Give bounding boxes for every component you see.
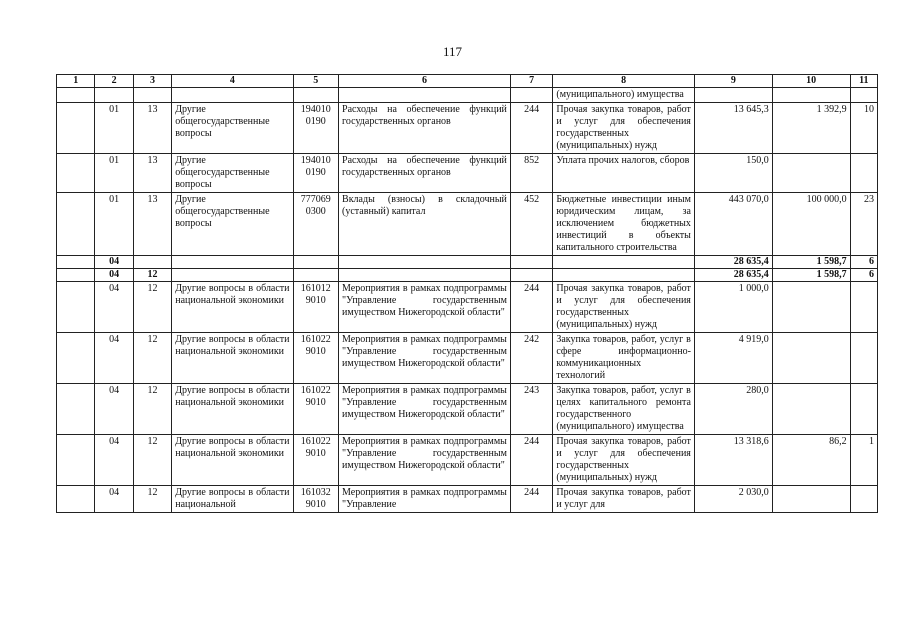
table-cell-col-7 (510, 88, 552, 103)
table-cell-col-6: Мероприятия в рамках подпрограммы "Управление государственным имуществом Нижегородской области" (339, 282, 511, 333)
col-header: 3 (133, 75, 171, 88)
table-row (57, 193, 878, 256)
table-cell-col-7: 242 (510, 333, 552, 384)
table-cell-col-11 (850, 282, 877, 333)
table-cell-col-11 (850, 88, 877, 103)
table-cell-col-1 (57, 88, 95, 103)
table-row (57, 282, 878, 333)
table-cell-col-4: Другие вопросы в области национальной (172, 486, 293, 513)
table-cell-col-10: 1 392,9 (772, 103, 850, 154)
table-row (57, 384, 878, 435)
table-cell-col-5: 161032 9010 (293, 486, 338, 513)
table-cell-col-5: 194010 0190 (293, 103, 338, 154)
table-cell-col-2: 04 (95, 256, 133, 269)
table-cell-col-11: 10 (850, 103, 877, 154)
table-cell-col-1 (57, 269, 95, 282)
table-cell-col-10 (772, 88, 850, 103)
table-cell-col-3: 13 (133, 103, 171, 154)
table-cell-col-2: 04 (95, 269, 133, 282)
table-cell-col-1 (57, 103, 95, 154)
table-cell-col-10 (772, 333, 850, 384)
table-cell-col-3: 12 (133, 269, 171, 282)
col-header: 4 (172, 75, 293, 88)
table-cell-col-10 (772, 384, 850, 435)
table-cell-col-9: 280,0 (694, 384, 772, 435)
table-cell-col-6 (339, 269, 511, 282)
table-cell-col-11 (850, 384, 877, 435)
col-header: 1 (57, 75, 95, 88)
table-cell-col-1 (57, 435, 95, 486)
table-cell-col-8: Прочая закупка товаров, работ и услуг для обеспечения государственных (муниципальных) нужд (553, 103, 695, 154)
table-cell-col-2: 04 (95, 486, 133, 513)
table-cell-col-6: Мероприятия в рамках подпрограммы "Управление (339, 486, 511, 513)
table-cell-col-2: 01 (95, 193, 133, 256)
table-cell-col-2: 04 (95, 384, 133, 435)
table-cell-col-11: 23 (850, 193, 877, 256)
table-cell-col-8: Прочая закупка товаров, работ и услуг для обеспечения государственных (муниципальных) нужд (553, 282, 695, 333)
table-cell-col-1 (57, 282, 95, 333)
table-cell-col-6 (339, 256, 511, 269)
table-cell-col-9: 13 318,6 (694, 435, 772, 486)
table-cell-col-3: 13 (133, 193, 171, 256)
table-cell-col-7 (510, 269, 552, 282)
col-header: 2 (95, 75, 133, 88)
table-cell-col-5: 194010 0190 (293, 154, 338, 193)
table-cell-col-4: Другие общегосударственные вопросы (172, 103, 293, 154)
table-cell-col-6: Мероприятия в рамках подпрограммы "Управление государственным имуществом Нижегородской области" (339, 435, 511, 486)
table-cell-col-1 (57, 154, 95, 193)
table-cell-col-9: 443 070,0 (694, 193, 772, 256)
table-cell-col-4: Другие общегосударственные вопросы (172, 193, 293, 256)
table-cell-col-4: Другие общегосударственные вопросы (172, 154, 293, 193)
table-cell-col-1 (57, 486, 95, 513)
table-cell-col-5: 161022 9010 (293, 333, 338, 384)
table-cell-col-7: 243 (510, 384, 552, 435)
table-cell-col-10 (772, 282, 850, 333)
table-cell-col-10 (772, 154, 850, 193)
table-cell-col-4 (172, 88, 293, 103)
page-number: 117 (442, 44, 463, 59)
table-cell-col-9: 1 000,0 (694, 282, 772, 333)
table-row (57, 435, 878, 486)
table-cell-col-1 (57, 333, 95, 384)
table-cell-col-4: Другие вопросы в области национальной экономики (172, 435, 293, 486)
budget-table (56, 74, 878, 513)
col-header: 7 (510, 75, 552, 88)
table-cell-col-10 (772, 486, 850, 513)
table-cell-col-9: 2 030,0 (694, 486, 772, 513)
table-cell-col-6: Расходы на обеспечение функций государственных органов (339, 154, 511, 193)
table-cell-col-3: 12 (133, 486, 171, 513)
table-cell-col-8: Закупка товаров, работ, услуг в сфере информационно-коммуникационных технологий (553, 333, 695, 384)
table-cell-col-7: 244 (510, 103, 552, 154)
table-cell-col-7: 452 (510, 193, 552, 256)
subtotal-row (57, 256, 878, 269)
table-cell-col-7: 244 (510, 486, 552, 513)
table-cell-col-8: Прочая закупка товаров, работ и услуг для обеспечения государственных (муниципальных) нужд (553, 435, 695, 486)
table-cell-col-8 (553, 269, 695, 282)
table-cell-col-1 (57, 384, 95, 435)
table-cell-col-2: 04 (95, 333, 133, 384)
table-cell-col-3 (133, 256, 171, 269)
table-cell-col-10: 1 598,7 (772, 269, 850, 282)
table-cell-col-6: Мероприятия в рамках подпрограммы "Управление государственным имуществом Нижегородской области" (339, 333, 511, 384)
table-cell-col-11: 1 (850, 435, 877, 486)
table-cell-col-7: 244 (510, 435, 552, 486)
table-cell-col-3: 12 (133, 282, 171, 333)
table-cell-col-3: 12 (133, 435, 171, 486)
table-cell-col-2: 01 (95, 103, 133, 154)
table-cell-col-8 (553, 256, 695, 269)
table-cell-col-1 (57, 256, 95, 269)
table-cell-col-9 (694, 88, 772, 103)
table-row (57, 103, 878, 154)
table-cell-col-4 (172, 256, 293, 269)
table-row (57, 154, 878, 193)
table-cell-col-9: 28 635,4 (694, 269, 772, 282)
table-cell-col-3 (133, 88, 171, 103)
table-cell-col-10: 1 598,7 (772, 256, 850, 269)
table-cell-col-9: 28 635,4 (694, 256, 772, 269)
header-row (57, 75, 878, 88)
table-cell-col-8: Уплата прочих налогов, сборов (553, 154, 695, 193)
table-row (57, 333, 878, 384)
table-cell-col-8: Закупка товаров, работ, услуг в целях капитального ремонта государственного (муниципального) имущества (553, 384, 695, 435)
table-cell-col-5: 161022 9010 (293, 384, 338, 435)
col-header: 10 (772, 75, 850, 88)
table-cell-col-5: 161022 9010 (293, 435, 338, 486)
table-cell-col-3: 12 (133, 384, 171, 435)
table-cell-col-11 (850, 154, 877, 193)
table-cell-col-5: 777069 0300 (293, 193, 338, 256)
table-cell-col-7 (510, 256, 552, 269)
table-cell-col-3: 12 (133, 333, 171, 384)
table-cell-col-4 (172, 269, 293, 282)
table-cell-col-5 (293, 88, 338, 103)
table-cell-col-2 (95, 88, 133, 103)
table-cell-col-5: 161012 9010 (293, 282, 338, 333)
table-cell-col-5 (293, 256, 338, 269)
col-header: 6 (339, 75, 511, 88)
table-cell-col-2: 01 (95, 154, 133, 193)
table-cell-col-8: (муниципального) имущества (553, 88, 695, 103)
col-header: 11 (850, 75, 877, 88)
table-cell-col-9: 150,0 (694, 154, 772, 193)
table-cell-col-7: 244 (510, 282, 552, 333)
table-cell-col-4: Другие вопросы в области национальной экономики (172, 384, 293, 435)
table-cell-col-11: 6 (850, 256, 877, 269)
table-cell-col-10: 86,2 (772, 435, 850, 486)
table-cell-col-2: 04 (95, 435, 133, 486)
table-cell-col-7: 852 (510, 154, 552, 193)
table-cell-col-3: 13 (133, 154, 171, 193)
table-cell-col-6 (339, 88, 511, 103)
table-cell-col-8: Бюджетные инвестиции иным юридическим лицам, за исключением бюджетных инвестиций в объекты капитального строительства (553, 193, 695, 256)
col-header: 5 (293, 75, 338, 88)
table-row (57, 486, 878, 513)
table-cell-col-10: 100 000,0 (772, 193, 850, 256)
table-cell-col-4: Другие вопросы в области национальной экономики (172, 333, 293, 384)
table-cell-col-5 (293, 269, 338, 282)
col-header: 8 (553, 75, 695, 88)
table-cell-col-11: 6 (850, 269, 877, 282)
subtotal-row (57, 269, 878, 282)
table-cell-col-6: Мероприятия в рамках подпрограммы "Управление государственным имуществом Нижегородской области" (339, 384, 511, 435)
table-cell-col-8: Прочая закупка товаров, работ и услуг для (553, 486, 695, 513)
table-cell-col-9: 13 645,3 (694, 103, 772, 154)
table-cell-col-11 (850, 333, 877, 384)
table-cell-col-9: 4 919,0 (694, 333, 772, 384)
table-cell-col-6: Расходы на обеспечение функций государственных органов (339, 103, 511, 154)
table-cell-col-2: 04 (95, 282, 133, 333)
table-cell-col-4: Другие вопросы в области национальной экономики (172, 282, 293, 333)
table-cell-col-1 (57, 193, 95, 256)
table-cell-col-11 (850, 486, 877, 513)
table-row (57, 88, 878, 103)
col-header: 9 (694, 75, 772, 88)
table-cell-col-6: Вклады (взносы) в складочный (уставный) капитал (339, 193, 511, 256)
